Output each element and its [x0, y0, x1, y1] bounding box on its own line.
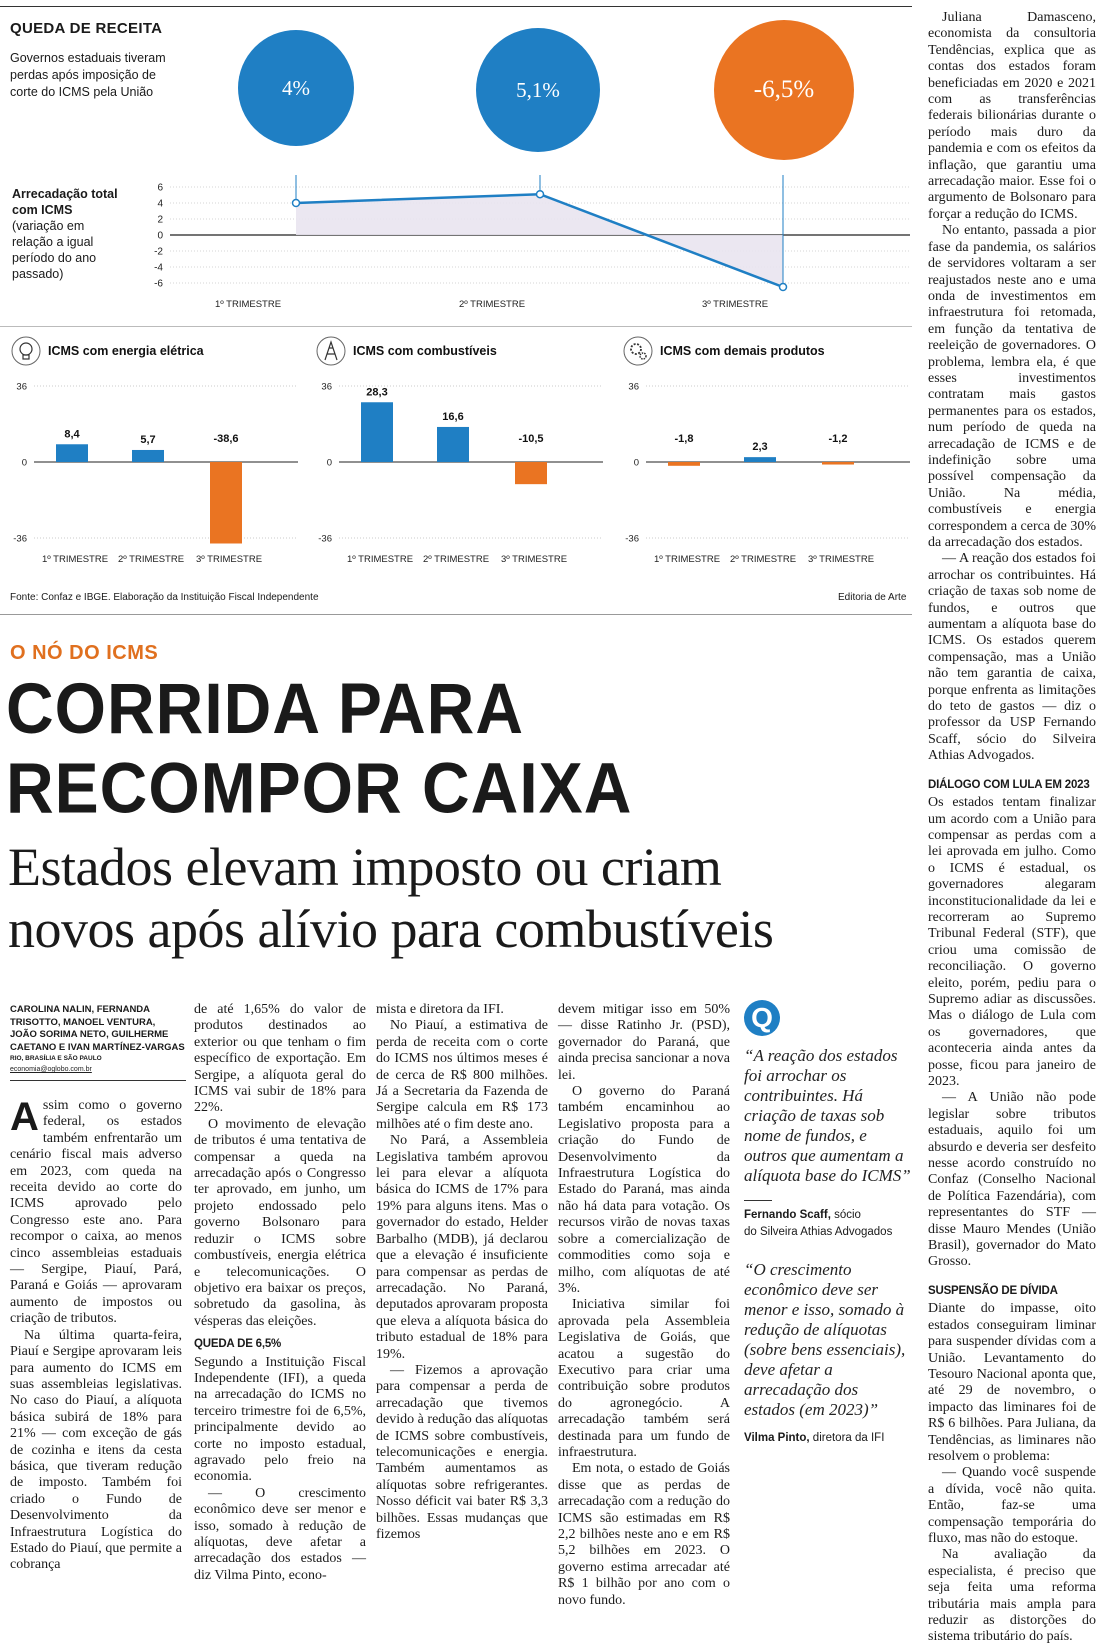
bar	[56, 444, 88, 462]
headline	[6, 668, 632, 828]
bubble-q3: -6,5%	[714, 20, 854, 160]
paragraph: No entanto, passada a pior fase da pandemia, os salários de servidores voltaram a ser reajustados neste ano e uma onda de investimentos em infraestrutura foi retomada, em função da tentativa de reeleição de governadores. O problema, lembra ela, é que esses investimentos contratam mais gastos permanentes para os estados, num período de queda na arrecadação de ICMS e de indefinição sobre uma possível compensação da União. Na média, combustíveis e energia correspondem a cerca de 30% da arrecadação dos estados.	[928, 223, 1096, 550]
top-rule	[0, 6, 912, 7]
bar	[822, 462, 854, 465]
paragraph: Os estados tentam finalizar um acordo com a União para compensar as perdas com a lei aprovada em julho. Como o ICMS é estadual, os governadores alegaram inconstitucionalidade da lei e recorreram ao Supremo Tribunal Federal (STF), que criou uma comissão de reconciliação. O governo eleito, porém, pediu para o Supremo adiar as discussões. Mas o diálogo de Lula com os governadores, que aconteceria ainda antes da posse, ficou para janeiro de 2023.	[928, 795, 1096, 1089]
axis-title-line: período do ano	[12, 251, 97, 265]
byline-line: JOÃO SORIMA NETO, GUILHERME	[10, 1029, 169, 1040]
subtitle-line: Governos estaduais tiveram	[10, 51, 166, 65]
column-5	[928, 10, 1096, 1646]
graphic-title: QUEDA DE RECEITA	[10, 20, 163, 37]
bar-chart-title: ICMS com demais produtos	[660, 344, 825, 358]
bubble-q2: 5,1%	[476, 28, 600, 152]
column-2	[194, 1002, 366, 1584]
area-fill	[296, 194, 783, 287]
y-tick-label: 0	[633, 457, 639, 469]
paragraph: — O crescimento econômico deve ser menor e isso, somado à redução de alíquotas, deve afetar a arrecadação dos estados — diz Vilma Pinto, econo-	[194, 1485, 366, 1583]
y-tick-label: 36	[321, 381, 332, 393]
x-tick-label: 1º TRIMESTRE	[653, 554, 721, 565]
paragraph: — A reação dos estados foi arrochar os contribuintes. Há criação de taxas sob nome de fundos, e outros que aumentam a alíquota base do ICMS. Os estados querem compensação, mas a União não tem garantia de caixa, porque enfrenta as limitações do teto de gastos — diz o professor da USP Fernando Scaff, sócio do Silveira Athias Advogados.	[928, 551, 1096, 764]
bar-value-label: 5,7	[140, 433, 156, 446]
paragraph: Segundo a Instituição Fiscal Independente (IFI), a queda na arrecadação do ICMS no terceiro trimestre foi de 6,5%, principalmente devido ao corte no imposto estadual, agravado pelo freio na economia.	[194, 1354, 366, 1485]
icon-frame	[624, 337, 652, 365]
paragraph: Na última quarta-feira, Piauí e Sergipe aprovaram leis para aumento do ICMS em suas assembleias legislativas. No caso do Piauí, a alíquota básica subirá de 18% para 21% — com exceção de gás de cozinha e itens da cesta básica, que tiveram redução de imposto. Também foi criado o Fundo de Desenvolvimento da Infraestrutura Logística do Estado do Piauí, que permite a cobrança	[10, 1327, 182, 1573]
quote-rule	[744, 1200, 772, 1201]
paragraph: — Fizemos a aprovação para compensar a perda de arrecadação que tivemos devido à redução das alíquotas de ICMS sobre combustíveis, telecomunicações e energia. Também aumentamos as alíquotas sobre refrigerantes. Nosso déficit vai bater R$ 3,3 bilhões. Essas mudanças que fizemos	[376, 1362, 548, 1542]
bar	[515, 462, 547, 484]
column-3	[376, 1002, 548, 1543]
bar	[132, 450, 164, 462]
graphic-credit: Editoria de Arte	[838, 592, 907, 603]
bar-value-label: -1,2	[828, 433, 848, 445]
bar-chart-title: ICMS com energia elétrica	[48, 344, 204, 358]
line-chart	[140, 175, 915, 315]
x-tick-label: 2º TRIMESTRE	[117, 554, 185, 565]
bar-value-label: 2,3	[752, 441, 768, 454]
graphic-bottom-rule	[0, 614, 912, 615]
graphic-source: Fonte: Confaz e IBGE. Elaboração da Instituição Fiscal Independente	[10, 592, 319, 603]
x-tick-label: 3º TRIMESTRE	[195, 554, 263, 565]
axis-title-line: relação a igual	[12, 235, 94, 249]
dropcap: A	[10, 1095, 39, 1139]
byline-line: CAETANO E IVAN MARTÍNEZ-VARGAS	[10, 1041, 185, 1053]
subtitle-line: perdas após imposição de	[10, 68, 156, 82]
quote-role: diretora da IFI	[809, 1432, 885, 1444]
bar-value-label: 8,4	[64, 428, 80, 441]
bar	[361, 402, 393, 462]
axis-title-line: passado)	[12, 267, 64, 281]
deck-line-1: Estados elevam imposto ou criam	[8, 837, 722, 897]
byline	[10, 1004, 186, 1077]
byline-rule	[10, 1080, 186, 1081]
y-tick-label: 0	[21, 457, 27, 469]
bar-chart-demais	[612, 330, 912, 575]
quote-vilma-attribution	[744, 1432, 912, 1444]
column-1	[10, 1095, 182, 1574]
y-tick-label: 2	[157, 214, 163, 226]
paragraph: Juliana Damasceno, economista da consultoria Tendências, explica que as contas dos estados foram beneficiadas em 2020 e 2021 com as transferências federais bilionárias durante o período mais duro da pandemia e com os efeitos da inflação, que garantiu uma arrecadação maior. Esse foi o argumento de Bolsonaro para forçar a redução do ICMS.	[928, 10, 1096, 222]
y-tick-label: -36	[318, 533, 332, 545]
byline-line: CAROLINA NALIN, FERNANDA	[10, 1004, 151, 1015]
chart-divider	[0, 326, 912, 327]
graphic-subtitle	[10, 50, 166, 101]
gears-icon	[624, 337, 652, 365]
bar-value-label: 28,3	[366, 386, 388, 399]
headline-line-2: RECOMPOR CAIXA	[6, 747, 633, 828]
quote-scaff-attribution	[744, 1207, 912, 1241]
paragraph: O movimento de elevação de tributos é uma tentativa de compensar a queda na arrecadação após o Congresso ter aprovado, em junho, um projeto endossado pelo governo Bolsonaro para reduzir o ICMS sobre combustíveis, energia elétrica e telecomunicações. O objetivo era baixar os preços, sobretudo da gasolina, às vésperas das eleições.	[194, 1116, 366, 1329]
data-point	[293, 200, 300, 207]
subhead-dialogo: DIÁLOGO COM LULA EM 2023	[928, 778, 1090, 791]
x-tick-label: 1º TRIMESTRE	[214, 299, 282, 310]
x-tick-label: 3º TRIMESTRE	[807, 554, 875, 565]
bar-chart-combustiveis	[305, 330, 605, 575]
x-tick-label: 3º TRIMESTRE	[701, 299, 769, 310]
byline-line: TRISOTTO, MANOEL VENTURA,	[10, 1016, 156, 1028]
y-tick-label: 6	[157, 182, 163, 194]
bar-chart-title: ICMS com combustíveis	[353, 344, 497, 358]
subhead-queda: QUEDA DE 6,5%	[194, 1338, 282, 1351]
deck-line-2: novos após alívio para combustíveis	[8, 899, 774, 959]
subhead-suspensao: SUSPENSÃO DE DÍVIDA	[928, 1284, 1058, 1297]
y-tick-label: 0	[326, 457, 332, 469]
y-tick-label: 36	[628, 381, 639, 393]
data-point	[780, 284, 787, 291]
y-tick-label: 36	[16, 381, 27, 393]
paragraph: No Piauí, a estimativa de perda de receita com o corte do ICMS nos últimos meses é de cerca de R$ 800 milhões. Já a Secretaria da Fazenda de Sergipe calcula em R$ 173 milhões até o fim deste ano.	[376, 1018, 548, 1132]
bar	[668, 462, 700, 466]
oil-rig-icon	[317, 337, 345, 365]
axis-title-line: com ICMS	[12, 203, 73, 217]
bar-value-label: 16,6	[442, 410, 464, 423]
x-tick-label: 2º TRIMESTRE	[422, 554, 490, 565]
bar-value-label: -38,6	[213, 433, 239, 445]
paragraph: O governo do Paraná também encaminhou ao Legislativo proposta para a criação do Fundo de Desenvolvimento da Infraestrutura Logística do Estado do Paraná, mas ainda não há data para votação. Os recursos virão de novas taxas sobre a comercialização de commodities como soja e milho, com alíquotas de até 3%.	[558, 1084, 730, 1296]
y-tick-label: -36	[13, 533, 27, 545]
dateline: RIO, BRASÍLIA E SÃO PAULO	[10, 1055, 102, 1062]
x-tick-label: 1º TRIMESTRE	[346, 554, 414, 565]
paragraph: No Pará, a Assembleia Legislativa também aprovou lei para elevar a alíquota básica do ICMS de 17% para 19% para alguns itens. Mas o governador do estado, Helder Barbalho (MDB), já declarou que a elevação é insuficiente para compensar as perdas de arrecadação. No Paraná, deputados aprovaram proposta que eleva a alíquota básica do tributo estadual de 18% para 19%.	[376, 1133, 548, 1362]
quote-scaff: “A reação dos estados foi arrochar os contribuintes. Há criação de taxas sob nome de fundos, e outros que aumentam a alíquota base do ICMS”	[744, 1046, 911, 1185]
column-4	[558, 1002, 730, 1609]
x-tick-label: 1º TRIMESTRE	[41, 554, 109, 565]
quote-role: sócio	[830, 1209, 861, 1221]
paragraph: Diante do impasse, oito estados conseguiram liminar para suspender dívidas com a União. Levantamento do Tesouro Nacional aponta que, até 29 de novembro, o impacto das liminares foi de R$ 6 bilhões. Para Juliana, da Tendências, as liminares não resolvem o problema:	[928, 1301, 1096, 1464]
kicker: O NÓ DO ICMS	[10, 642, 159, 664]
x-tick-label: 2º TRIMESTRE	[458, 299, 526, 310]
paragraph: — A União não pode legislar sobre tributos estaduais, aquilo foi um absurdo e deveria ser desfeito nesse acordo construído no Confaz (Conselho Nacional de Política Fazendária), com representantes do STF — disse Mauro Mendes (União Brasil), governador do Mato Grosso.	[928, 1090, 1096, 1270]
y-tick-label: -2	[154, 246, 163, 258]
paragraph: Iniciativa similar foi aprovada pela Assembleia Legislativa de Goiás, que acatou a sugestão do Executivo para criar uma contribuição sobre produtos do agronegócio. A arrecadação também será destinada para um fundo de infraestrutura.	[558, 1297, 730, 1460]
quote-icon: Q	[744, 1000, 780, 1036]
axis-title-line: Arrecadação total	[12, 187, 118, 201]
bar	[744, 457, 776, 462]
y-tick-label: -4	[154, 262, 163, 274]
x-tick-label: 3º TRIMESTRE	[500, 554, 568, 565]
bar-value-label: -10,5	[518, 433, 544, 445]
lightbulb-icon	[12, 337, 40, 365]
bar-chart-energia	[0, 330, 300, 575]
paragraph	[10, 1095, 182, 1328]
subtitle-line: corte do ICMS pela União	[10, 85, 154, 99]
headline-line-1: CORRIDA PARA	[6, 668, 524, 748]
paragraph: — Quando você suspende a dívida, você não quita. Então, faz-se uma compensação temporária do fluxo, mas não do estoque.	[928, 1465, 1096, 1546]
paragraph: Em nota, o estado de Goiás disse que as perdas de arrecadação com a redução do ICMS são estimadas em R$ 2,2 bilhões neste ano e em R$ 5,2 bilhões em 2023. O governo estima arrecadar até R$ 1 bilhão por ano com o novo fundo.	[558, 1461, 730, 1608]
deck	[8, 836, 773, 960]
y-tick-label: 4	[157, 198, 163, 210]
bar	[210, 462, 242, 543]
data-point	[537, 191, 544, 198]
quote-author: Fernando Scaff,	[744, 1209, 831, 1221]
bar-value-label: -1,8	[674, 433, 694, 445]
paragraph: devem mitigar isso em 50% — disse Ratinho Jr. (PSD), governador do Paraná, que ainda precisa sancionar a nova lei.	[558, 1002, 730, 1083]
paragraph: mista e diretora da IFI.	[376, 1002, 504, 1017]
bar	[437, 427, 469, 462]
paragraph: Na avaliação da especialista, é preciso que seja feita uma reforma tributária mais ampla para reduzir as distorções do sistema tributário do país.	[928, 1547, 1096, 1645]
icon-frame	[12, 337, 40, 365]
paragraph: de até 1,65% do valor de produtos destinados ao exterior ou que tenham o fim específico de exportação. Em Sergipe, a alíquota geral do ICMS vai subir de 18% para 22%.	[194, 1002, 366, 1116]
quote-role: do Silveira Athias Advogados	[744, 1226, 893, 1238]
email-link[interactable]: economia@oglobo.com.br	[10, 1066, 92, 1073]
x-tick-label: 2º TRIMESTRE	[729, 554, 797, 565]
bubble-q1: 4%	[238, 30, 354, 146]
quote-vilma: “O crescimento econômico deve ser menor e isso, somado à redução de alíquotas (sobre bens essenciais), deve afetar a arrecadação dos estados (em 2023)”	[744, 1260, 906, 1419]
y-tick-label: 0	[157, 230, 163, 242]
line-axis-title	[12, 186, 118, 282]
paragraph-text: ssim como o governo federal, os estados também enfrentarão um cenário fiscal mais adverso em 2023, com queda na receita devido ao corte do ICMS aprovado pelo Congresso este ano. Para recompor o caixa, ao menos cinco assembleias estaduais — Sergipe, Piauí, Pará, Paraná e Goiás — aprovaram aumento de impostos ou criação de tributos.	[10, 1098, 182, 1327]
quote-author: Vilma Pinto,	[744, 1432, 810, 1444]
axis-title-line: (variação em	[12, 219, 85, 233]
y-tick-label: -36	[625, 533, 639, 545]
y-tick-label: -6	[154, 278, 163, 290]
